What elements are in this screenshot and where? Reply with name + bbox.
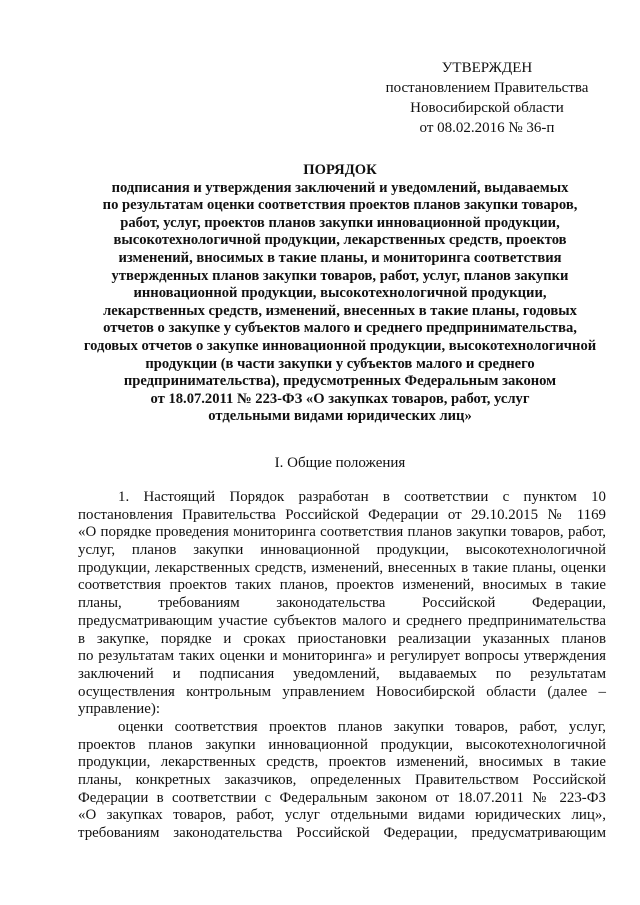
approval-line-1: УТВЕРЖДЕН: [441, 60, 533, 76]
paragraph-line: соответствия проектов таких планов, проектов изменений, вносимых в такие: [78, 577, 606, 594]
paragraph-line: продукции, лекарственных средств, изменений, внесенных в такие планы, оценки: [78, 559, 606, 576]
paragraph-line: «О закупках товаров, работ, услуг отдельными видами юридических лиц»,: [78, 807, 606, 824]
title-line: высокотехнологичной продукции, лекарственных средств, проектов: [113, 232, 567, 249]
title-line: работ, услуг, проектов планов закупки инновационной продукции,: [120, 214, 560, 231]
title-line: продукции (в части закупки у субъектов малого и среднего: [145, 355, 535, 372]
paragraph-line: «О порядке проведения мониторинга соответствия планов закупки товаров, работ,: [78, 524, 606, 541]
paragraph-line: проектов планов закупки инновационной продукции, высокотехнологичной: [78, 736, 606, 753]
paragraph-line: планы, конкретных заказчиков, определенных Правительством Российской: [78, 772, 606, 788]
approval-stamp: [372, 58, 602, 138]
title-line: от 18.07.2011 № 223-ФЗ «О закупках товаров, работ, услуг: [150, 390, 530, 407]
paragraph-line: управление):: [78, 701, 160, 718]
title-line: отдельными видами юридических лиц»: [208, 408, 472, 425]
paragraph-line: постановления Правительства Российской Федерации от 29.10.2015 № 1169: [78, 506, 606, 523]
approval-line-4: от 08.02.2016 № 36-п: [419, 120, 555, 136]
title-line: подписания и утверждения заключений и уведомлений, выдаваемых: [111, 179, 569, 196]
paragraph-line: Федерации в соответствии с Федеральным законом от 18.07.2011 № 223-ФЗ: [78, 789, 606, 806]
paragraph-line: в закупке, порядке и сроках приостановки реализации указанных планов: [78, 630, 606, 647]
document-body: [78, 489, 606, 843]
paragraph-line: продукции, лекарственных средств, проектов изменений, вносимых в такие: [78, 754, 606, 771]
title-line: по результатам оценки соответствия проектов планов закупки товаров,: [102, 197, 578, 214]
title-line: утвержденных планов закупки товаров, работ, услуг, планов закупки: [111, 267, 569, 284]
paragraph-line: предусматривающим участие субъектов малого и среднего предпринимательства: [78, 612, 606, 629]
paragraph-line: оценки соответствия проектов планов закупки товаров, работ, услуг,: [118, 718, 606, 735]
paragraph-line: требованиям законодательства Российской Федерации, предусматривающим: [78, 825, 606, 842]
paragraph-line: 1. Настоящий Порядок разработан в соответствии с пунктом 10: [118, 489, 606, 505]
document-title: [60, 162, 620, 426]
paragraph-line: по результатам таких оценки и мониторинга» и регулирует вопросы утверждения: [78, 648, 606, 665]
paragraph-line: осуществления контрольным управлением Новосибирской области (далее –: [78, 683, 606, 700]
section-heading: I. Общие положения: [274, 455, 406, 471]
title-line: инновационной продукции, высокотехнологичной продукции,: [133, 285, 547, 302]
title-line: изменений, вносимых в такие планы, и мониторинга соответствия: [118, 249, 562, 266]
title-line: предпринимательства), предусмотренных Федеральным законом: [123, 373, 557, 390]
title-line: лекарственных средств, изменений, внесенных в такие планы, годовых: [103, 302, 577, 319]
title-main: ПОРЯДОК: [303, 162, 377, 178]
title-line: отчетов о закупке у субъектов малого и среднего предпринимательства,: [103, 320, 577, 337]
paragraph-2: [78, 719, 606, 843]
paragraph-line: планы, требованиям законодательства Российской Федерации,: [78, 595, 606, 612]
approval-line-3: Новосибирской области: [410, 100, 564, 116]
paragraph-line: услуг, планов закупки инновационной продукции, высокотехнологичной: [78, 542, 606, 559]
title-line: годовых отчетов о закупке инновационной продукции, высокотехнологичной: [83, 337, 597, 354]
paragraph-1: [78, 489, 606, 719]
approval-line-2: постановлением Правительства: [385, 80, 589, 96]
paragraph-line: заключений и подписания уведомлений, выдаваемых по результатам: [78, 665, 606, 682]
